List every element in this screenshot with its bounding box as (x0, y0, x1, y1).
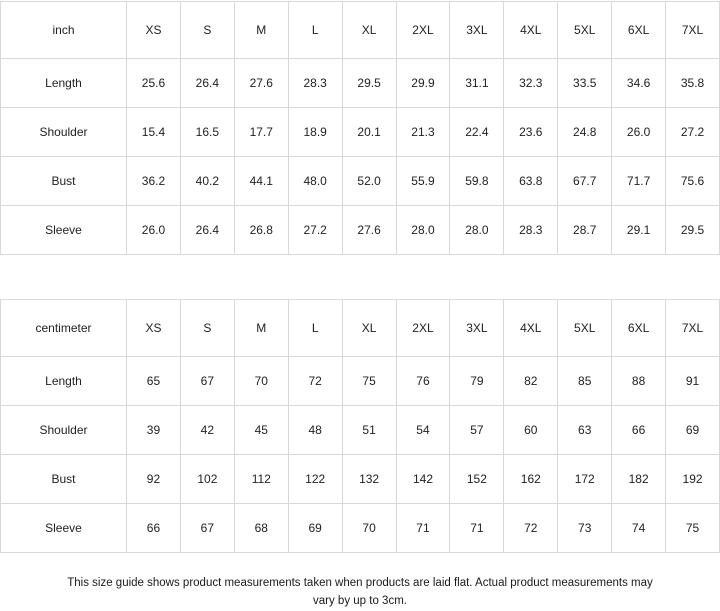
cell-shoulder-5xl: 24.8 (558, 108, 612, 157)
cell-bust-m: 44.1 (234, 157, 288, 206)
column-header-2xl: 2XL (396, 300, 450, 357)
size-table-inch (0, 1, 720, 255)
cell-sleeve-m: 26.8 (234, 206, 288, 255)
table-row (1, 108, 720, 157)
cell-length-2xl: 29.9 (396, 59, 450, 108)
cell-shoulder-s: 16.5 (180, 108, 234, 157)
column-header-5xl: 5XL (558, 2, 612, 59)
row-label-sleeve: Sleeve (1, 206, 127, 255)
cell-length-s: 26.4 (180, 59, 234, 108)
cell-shoulder-xs: 15.4 (127, 108, 181, 157)
table-row (1, 504, 720, 553)
cell-bust-l: 48.0 (288, 157, 342, 206)
row-label-length: Length (1, 357, 127, 406)
cell-length-5xl: 33.5 (558, 59, 612, 108)
cell-length-6xl: 88 (612, 357, 666, 406)
cell-sleeve-5xl: 28.7 (558, 206, 612, 255)
column-header-3xl: 3XL (450, 300, 504, 357)
cell-length-m: 27.6 (234, 59, 288, 108)
cell-bust-4xl: 162 (504, 455, 558, 504)
cell-length-xs: 25.6 (127, 59, 181, 108)
cell-length-xl: 29.5 (342, 59, 396, 108)
cell-sleeve-4xl: 28.3 (504, 206, 558, 255)
table-row (1, 406, 720, 455)
column-header-2xl: 2XL (396, 2, 450, 59)
cell-bust-2xl: 55.9 (396, 157, 450, 206)
table-row (1, 206, 720, 255)
cell-length-7xl: 35.8 (666, 59, 720, 108)
table-row (1, 59, 720, 108)
column-header-xl: XL (342, 300, 396, 357)
table-header-row (1, 2, 720, 59)
cell-bust-xs: 92 (127, 455, 181, 504)
cell-bust-7xl: 192 (666, 455, 720, 504)
cell-sleeve-3xl: 28.0 (450, 206, 504, 255)
cell-shoulder-5xl: 63 (558, 406, 612, 455)
cell-sleeve-4xl: 72 (504, 504, 558, 553)
column-header-s: S (180, 2, 234, 59)
cell-shoulder-m: 45 (234, 406, 288, 455)
cell-bust-7xl: 75.6 (666, 157, 720, 206)
unit-label-centimeter: centimeter (1, 300, 127, 357)
column-header-7xl: 7XL (666, 2, 720, 59)
cell-length-m: 70 (234, 357, 288, 406)
row-label-shoulder: Shoulder (1, 108, 127, 157)
cell-shoulder-l: 48 (288, 406, 342, 455)
cell-bust-3xl: 152 (450, 455, 504, 504)
column-header-7xl: 7XL (666, 300, 720, 357)
cell-sleeve-l: 27.2 (288, 206, 342, 255)
cell-shoulder-4xl: 23.6 (504, 108, 558, 157)
cell-length-4xl: 82 (504, 357, 558, 406)
cell-shoulder-7xl: 27.2 (666, 108, 720, 157)
unit-label-inch: inch (1, 2, 127, 59)
cell-bust-m: 112 (234, 455, 288, 504)
cell-sleeve-5xl: 73 (558, 504, 612, 553)
cell-bust-xl: 52.0 (342, 157, 396, 206)
row-label-length: Length (1, 59, 127, 108)
cell-shoulder-xl: 51 (342, 406, 396, 455)
cell-length-2xl: 76 (396, 357, 450, 406)
cell-bust-3xl: 59.8 (450, 157, 504, 206)
cell-sleeve-xs: 26.0 (127, 206, 181, 255)
column-header-6xl: 6XL (612, 300, 666, 357)
cell-bust-xs: 36.2 (127, 157, 181, 206)
column-header-l: L (288, 300, 342, 357)
cell-length-l: 28.3 (288, 59, 342, 108)
table-row (1, 357, 720, 406)
cell-length-xl: 75 (342, 357, 396, 406)
cell-bust-6xl: 182 (612, 455, 666, 504)
cell-bust-s: 40.2 (180, 157, 234, 206)
row-label-bust: Bust (1, 157, 127, 206)
cell-sleeve-xl: 70 (342, 504, 396, 553)
cell-sleeve-s: 26.4 (180, 206, 234, 255)
cell-shoulder-2xl: 21.3 (396, 108, 450, 157)
cell-bust-6xl: 71.7 (612, 157, 666, 206)
cell-sleeve-7xl: 29.5 (666, 206, 720, 255)
cell-shoulder-3xl: 57 (450, 406, 504, 455)
cell-sleeve-xs: 66 (127, 504, 181, 553)
cell-length-3xl: 79 (450, 357, 504, 406)
table-row (1, 455, 720, 504)
cell-shoulder-7xl: 69 (666, 406, 720, 455)
cell-sleeve-2xl: 28.0 (396, 206, 450, 255)
cell-sleeve-l: 69 (288, 504, 342, 553)
cell-sleeve-xl: 27.6 (342, 206, 396, 255)
cell-sleeve-m: 68 (234, 504, 288, 553)
cell-bust-2xl: 142 (396, 455, 450, 504)
cell-sleeve-3xl: 71 (450, 504, 504, 553)
size-table-centimeter (0, 299, 720, 553)
table-separator (0, 255, 720, 299)
cell-length-6xl: 34.6 (612, 59, 666, 108)
cell-sleeve-s: 67 (180, 504, 234, 553)
cell-shoulder-6xl: 66 (612, 406, 666, 455)
cell-shoulder-3xl: 22.4 (450, 108, 504, 157)
column-header-l: L (288, 2, 342, 59)
cell-length-4xl: 32.3 (504, 59, 558, 108)
cell-shoulder-m: 17.7 (234, 108, 288, 157)
column-header-4xl: 4XL (504, 300, 558, 357)
cell-sleeve-6xl: 74 (612, 504, 666, 553)
cell-bust-5xl: 67.7 (558, 157, 612, 206)
cell-sleeve-7xl: 75 (666, 504, 720, 553)
cell-length-5xl: 85 (558, 357, 612, 406)
cell-length-3xl: 31.1 (450, 59, 504, 108)
cell-length-xs: 65 (127, 357, 181, 406)
column-header-6xl: 6XL (612, 2, 666, 59)
cell-bust-4xl: 63.8 (504, 157, 558, 206)
cell-shoulder-2xl: 54 (396, 406, 450, 455)
column-header-m: M (234, 300, 288, 357)
column-header-xs: XS (127, 2, 181, 59)
column-header-5xl: 5XL (558, 300, 612, 357)
cell-bust-5xl: 172 (558, 455, 612, 504)
size-guide-note: This size guide shows product measurements taken when products are laid flat. Actual product measurements may vary by up to 3cm. (67, 577, 653, 607)
column-header-3xl: 3XL (450, 2, 504, 59)
cell-shoulder-4xl: 60 (504, 406, 558, 455)
cell-bust-l: 122 (288, 455, 342, 504)
column-header-m: M (234, 2, 288, 59)
cell-bust-s: 102 (180, 455, 234, 504)
row-label-bust: Bust (1, 455, 127, 504)
cell-sleeve-6xl: 29.1 (612, 206, 666, 255)
cell-sleeve-2xl: 71 (396, 504, 450, 553)
cell-shoulder-s: 42 (180, 406, 234, 455)
cell-shoulder-xl: 20.1 (342, 108, 396, 157)
column-header-xl: XL (342, 2, 396, 59)
cell-shoulder-xs: 39 (127, 406, 181, 455)
column-header-4xl: 4XL (504, 2, 558, 59)
column-header-s: S (180, 300, 234, 357)
cell-shoulder-6xl: 26.0 (612, 108, 666, 157)
row-label-sleeve: Sleeve (1, 504, 127, 553)
cell-length-s: 67 (180, 357, 234, 406)
column-header-xs: XS (127, 300, 181, 357)
table-header-row (1, 300, 720, 357)
cell-bust-xl: 132 (342, 455, 396, 504)
cell-length-l: 72 (288, 357, 342, 406)
cell-length-7xl: 91 (666, 357, 720, 406)
row-label-shoulder: Shoulder (1, 406, 127, 455)
cell-shoulder-l: 18.9 (288, 108, 342, 157)
table-row (1, 157, 720, 206)
